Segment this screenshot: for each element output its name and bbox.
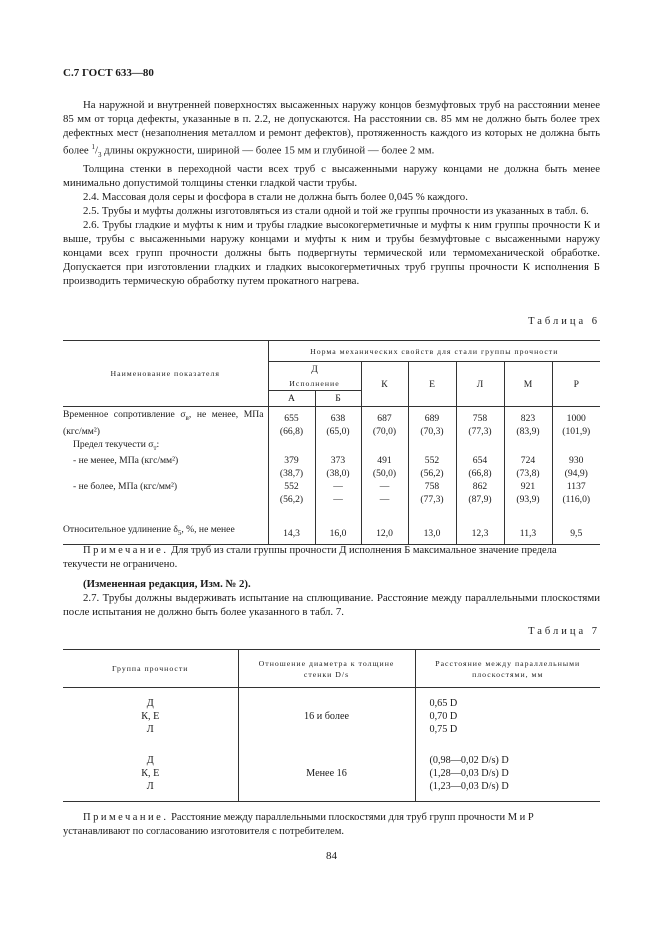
t6-value-kgf: (94,9) xyxy=(564,468,588,480)
t6-row-tensile-label-tail: , не менее, МПа (кгс/мм²) xyxy=(63,408,264,437)
t7-header-distance: Расстояние между параллельными плоскостями, мм xyxy=(435,658,581,679)
paragraph-wall-thickness: Толщина стенки в переходной части всех труб с высаженными наружу концами не должна быть менее минимально допустимой толщины стенки гладкой части трубы. xyxy=(63,162,600,189)
t6-cell xyxy=(408,407,456,438)
t6-value-kgf: (77,3) xyxy=(468,425,492,437)
t6-value-kgf: (38,7) xyxy=(279,468,304,480)
t6-value: 379 xyxy=(284,455,299,467)
t6-cell xyxy=(408,480,456,510)
t6-row-yield-label xyxy=(63,438,268,455)
t7-distance: 0,65 D xyxy=(429,698,458,710)
t6-value-kgf: (73,8) xyxy=(516,468,540,480)
t7-row-2 xyxy=(63,746,600,802)
t6-row-tensile-label-text: Временное сопротивление σ xyxy=(63,408,186,420)
t6-cell xyxy=(361,407,408,438)
t6-cell xyxy=(268,454,315,480)
t6-row-elongation-label xyxy=(63,510,268,544)
t6-row-tensile xyxy=(63,407,600,438)
t6-value: 724 xyxy=(520,455,536,467)
t6-norm-header: Норма механических свойств для стали группы прочности xyxy=(268,341,600,362)
t6-row-yield-label-text: Предел текучести σ xyxy=(73,438,154,450)
t6-row-tensile-label xyxy=(63,407,268,438)
t6-cell xyxy=(361,454,408,480)
t6-value: 862 xyxy=(472,481,488,493)
running-header: С.7 ГОСТ 633—80 xyxy=(63,67,154,79)
t6-cell xyxy=(315,407,361,438)
t6-cell xyxy=(504,454,552,480)
t6-value: 758 xyxy=(472,412,488,424)
t6-value: 930 xyxy=(569,455,584,467)
t6-row-elongation xyxy=(63,510,600,544)
t6-value-kgf: (70,3) xyxy=(420,425,444,437)
t6-row-yield-max-label: - не более, МПа (кгс/мм²) xyxy=(63,480,268,510)
table6-note xyxy=(63,544,600,572)
t6-cell xyxy=(456,407,504,438)
t6-value-kgf: — xyxy=(333,494,343,506)
table7-note xyxy=(63,811,600,839)
paragraph-defects-tail: длины окружности, шириной — более 15 мм и глубиной — более 2 мм. xyxy=(104,144,435,157)
t6-cell: 12,3 xyxy=(456,510,504,544)
table7-caption: Таблица 7 xyxy=(528,626,600,637)
t7-header-group: Группа прочности xyxy=(63,650,238,688)
t6-group-r: Р xyxy=(573,378,579,390)
t6-cell: 11,3 xyxy=(504,510,552,544)
t6-row-tensile-label-sub: в xyxy=(185,413,189,422)
t7-distance: (1,23—0,03 D/s) D xyxy=(429,780,509,792)
t6-cell xyxy=(552,407,600,438)
t6-cell: 14,3 xyxy=(268,510,315,544)
fraction-denominator: 3 xyxy=(97,150,102,159)
t6-value-kgf: (93,9) xyxy=(516,494,540,506)
t6-value: 638 xyxy=(330,412,346,424)
t7-distance: (1,28—0,03 D/s) D xyxy=(429,767,509,779)
t6-value: 689 xyxy=(424,412,440,424)
t6-value: 552 xyxy=(424,455,440,467)
t6-cell xyxy=(408,454,456,480)
t6-cell xyxy=(315,480,361,510)
paragraph-2-7: 2.7. Трубы должны выдерживать испытание на сплющивание. Расстояние между параллельными плоскостями после испытания не должно быть более указанного в табл. 7. xyxy=(63,592,600,618)
note7-word: Примечание. xyxy=(83,812,169,823)
t6-row-yield-label-tail: : xyxy=(156,438,160,450)
t6-value: — xyxy=(379,481,390,493)
t6-group-l: Л xyxy=(456,362,504,407)
t7-ratio: 16 и более xyxy=(238,688,415,746)
t6-value: 552 xyxy=(284,481,299,493)
t6-value-kgf: (56,2) xyxy=(279,494,304,506)
t6-exec-a: А xyxy=(268,391,315,407)
t6-cell: 16,0 xyxy=(315,510,361,544)
t7-group: К, Е xyxy=(141,767,160,779)
t6-value: — xyxy=(333,481,343,493)
t7-group: Л xyxy=(146,780,154,792)
t6-cell xyxy=(504,480,552,510)
table-6 xyxy=(63,340,600,545)
t6-cell xyxy=(456,480,504,510)
t6-cell xyxy=(552,454,600,480)
t6-value-kgf: — xyxy=(379,494,390,506)
t6-value: 1000 xyxy=(566,412,586,424)
t6-value-kgf: (65,0) xyxy=(326,425,350,437)
paragraph-2-6: 2.6. Трубы гладкие и муфты к ним и трубы гладкие высокогерметичные и муфты к ним группы прочности К и выше, трубы с высаженными наружу концами и муфты к ним и трубы безмуфтовые с высаженными наружу концами всех групп прочности должны быть подвергнуты термической или термомеханической обработке. Допускается при изготовлении гладких и гладких высокогерметичных труб группы прочности К исполнения Б производить термическую обработку путем прокатного нагрева. xyxy=(63,218,600,287)
t6-row-yield-min-label: - не менее, МПа (кгс/мм²) xyxy=(63,454,268,480)
t7-group: Л xyxy=(146,724,154,736)
t6-row-elongation-label-text: Относительное удлинение δ xyxy=(63,524,178,535)
note6-word: Примечание. xyxy=(83,545,169,556)
t6-row-yield-title xyxy=(63,438,600,455)
t6-value-kgf: (56,2) xyxy=(420,468,444,480)
t6-value: 654 xyxy=(472,455,488,467)
t6-execution-label: Исполнение xyxy=(268,377,361,391)
t6-cell: 9,5 xyxy=(570,527,583,539)
amendment-note: (Измененная редакция, Изм. № 2). xyxy=(83,578,251,590)
paragraph-defects-text: На наружной и внутренней поверхностях высаженных наружу концов безмуфтовых труб на расстоянии менее 85 мм от торца дефекты, указанные в п. 2.2, не допускаются. На расстоянии св. 85 мм не должно быть более трех дефектных мест (незаполнения металлом и ремонт дефектов), протяженность каждого из которых не должна быть более xyxy=(63,99,600,157)
note6-text: Для труб из стали группы прочности Д исполнения Б максимальное значение предела текучести не ограничено. xyxy=(63,545,557,570)
t6-cell xyxy=(552,480,600,510)
t7-distance: (0,98—0,02 D/s) D xyxy=(429,754,509,766)
t6-value: 1137 xyxy=(566,481,586,493)
t6-cell xyxy=(268,407,315,438)
t7-header-ratio: Отношение диаметра к толщине стенки D/s xyxy=(238,650,415,688)
t6-row-yield-min xyxy=(63,454,600,480)
t6-cell: 12,0 xyxy=(361,510,408,544)
paragraph-2-4: 2.4. Массовая доля серы и фосфора в стали не должна быть более 0,045 % каждого. xyxy=(83,190,468,203)
t6-cell: 13,0 xyxy=(408,510,456,544)
t6-cell xyxy=(504,407,552,438)
t6-value: 921 xyxy=(520,481,536,493)
note7-text: Расстояние между параллельными плоскостями для труб групп прочности М и Р устанавливают по согласованию изготовителя с потребителем. xyxy=(63,812,534,837)
t7-group: Д xyxy=(146,754,154,766)
t6-row-elongation-label-sub: 5 xyxy=(177,528,182,537)
t6-cell xyxy=(361,480,408,510)
t6-cell xyxy=(315,454,361,480)
paragraph-2-5: 2.5. Трубы и муфты должны изготовляться из стали одной и той же группы прочности из указанных в табл. 6. xyxy=(83,204,589,217)
intro-text xyxy=(63,98,600,288)
t6-row-elongation-label-tail: , %, не менее xyxy=(181,524,235,535)
t6-group-e: Е xyxy=(408,362,456,407)
t6-value: 758 xyxy=(424,481,440,493)
t6-group-m: М xyxy=(504,362,552,407)
page-number: 84 xyxy=(326,850,337,862)
t6-col-name-header: Наименование показателя xyxy=(63,341,268,407)
t6-group-k: К xyxy=(361,362,408,407)
fraction-numerator: 1 xyxy=(91,143,95,151)
t7-groups xyxy=(63,688,238,746)
t6-value-kgf: (70,0) xyxy=(372,425,397,437)
t6-exec-b: Б xyxy=(315,391,361,407)
t7-distances xyxy=(415,746,600,802)
t6-cell xyxy=(456,454,504,480)
t7-distances xyxy=(415,688,600,746)
t6-value-kgf: (116,0) xyxy=(562,494,591,506)
t6-row-yield-max xyxy=(63,480,600,510)
t7-group: Д xyxy=(146,698,154,710)
t6-value-kgf: (87,9) xyxy=(468,494,492,506)
t6-value-kgf: (83,9) xyxy=(516,425,540,437)
t7-distance: 0,75 D xyxy=(429,724,458,736)
t7-distance: 0,70 D xyxy=(429,711,458,723)
t6-value: 655 xyxy=(284,412,299,424)
t6-value-kgf: (38,0) xyxy=(326,468,350,480)
t6-value: 373 xyxy=(330,455,346,467)
paragraph-defects: На наружной и внутренней поверхностях высаженных наружу концов безмуфтовых труб на расстоянии менее 85 мм от торца дефекты, указанные в п. 2.2, не допускаются. На расстоянии св. 85 мм не должно быть более трех дефектных мест (незаполнения металлом и ремонт дефектов), протяженность каждого из которых не должна быть более $^1/_3$ длины окружности, шириной — более 15 мм и глубиной — более 2 мм. xyxy=(63,99,600,159)
t6-group-d: Д xyxy=(268,362,361,377)
t7-group: К, Е xyxy=(141,711,160,723)
t6-value-kgf: (50,0) xyxy=(372,468,397,480)
table-7 xyxy=(63,649,600,802)
t6-value: 491 xyxy=(377,455,392,467)
t6-row-yield-label-sub: т xyxy=(153,443,157,452)
t7-groups xyxy=(63,746,238,802)
t6-value-kgf: (66,8) xyxy=(468,468,492,480)
t6-value: 687 xyxy=(377,412,392,424)
t7-ratio: Менее 16 xyxy=(238,746,415,802)
t6-value-kgf: (66,8) xyxy=(279,425,304,437)
t6-value-kgf: (101,9) xyxy=(562,425,591,437)
t6-value: 823 xyxy=(520,412,536,424)
t6-value-kgf: (77,3) xyxy=(420,494,444,506)
t7-row-1 xyxy=(63,688,600,746)
t6-cell xyxy=(268,480,315,510)
amend-and-2-7 xyxy=(63,577,600,619)
table6-caption: Таблица 6 xyxy=(528,316,600,327)
